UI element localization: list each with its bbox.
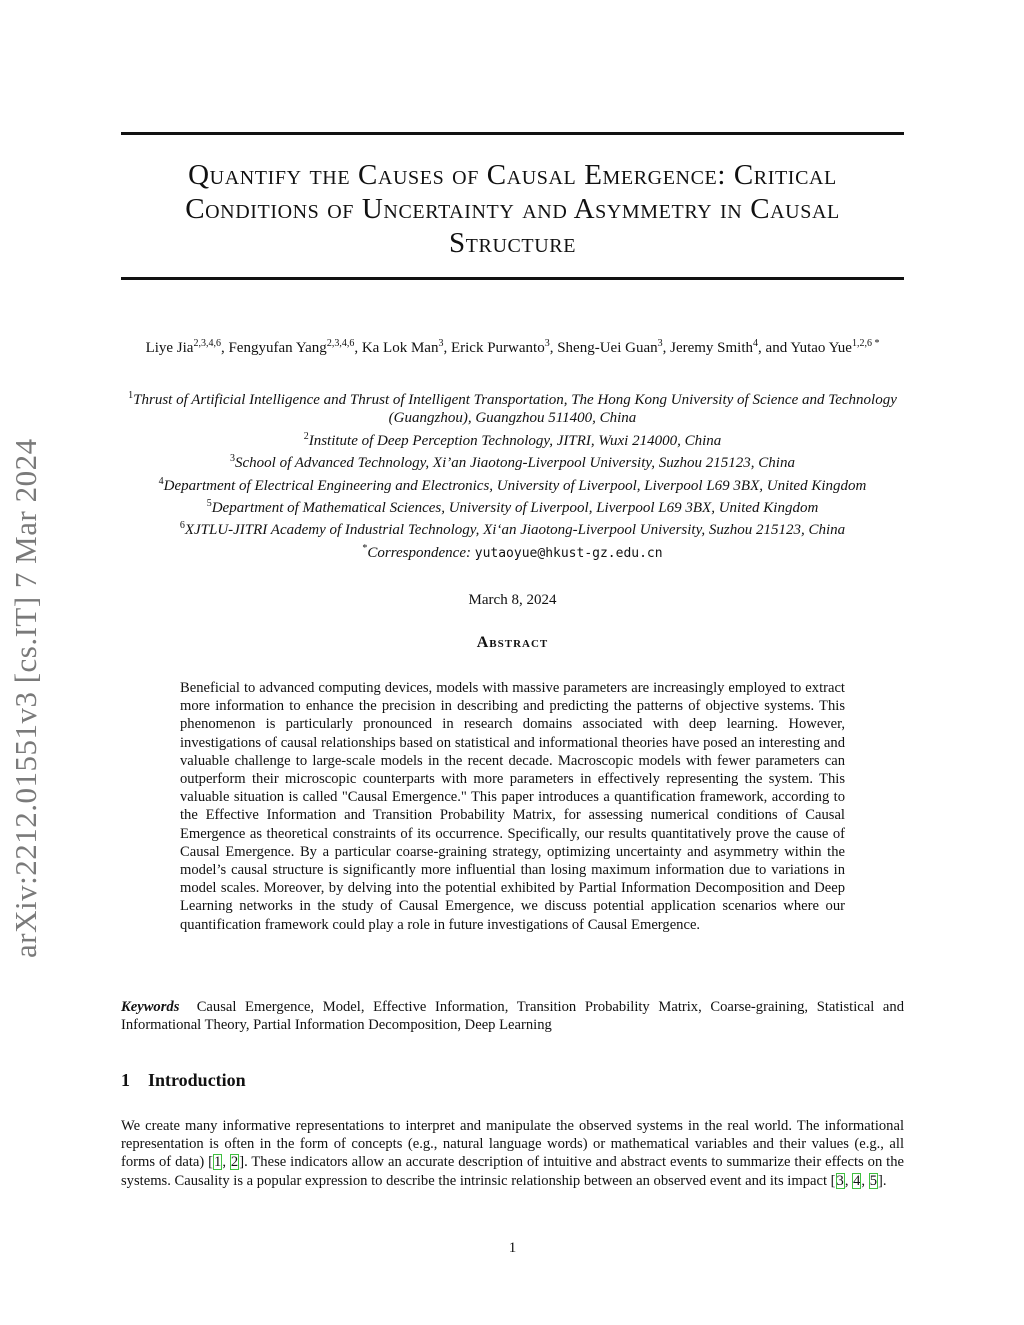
affiliation-number: 5 xyxy=(206,498,212,510)
correspondence-label: Correspondence: xyxy=(367,544,471,561)
citation-link[interactable]: 4 xyxy=(853,1172,861,1189)
keywords xyxy=(121,998,904,1034)
affiliation-list xyxy=(121,387,904,563)
title-line-3: Structure xyxy=(448,227,577,259)
section-heading-introduction xyxy=(121,1070,246,1091)
author: Ka Lok Man xyxy=(361,340,439,356)
author: Fengyufan Yang xyxy=(228,340,327,356)
keywords-label: Keywords xyxy=(121,999,180,1015)
keywords-text: Causal Emergence, Model, Effective Information, Transition Probability Matrix, Coarse-graining, Statistical and Informational Theory, Partial Information Decomposition, Deep Learning xyxy=(121,999,904,1034)
author: Liye Jia xyxy=(145,340,194,356)
title-line-2: Conditions of Uncertainty and Asymmetry in Causal xyxy=(185,193,840,225)
title-rule-bottom xyxy=(121,277,904,280)
affiliation xyxy=(121,450,904,472)
correspondence-mark: * xyxy=(362,542,368,554)
citation-link[interactable]: 2 xyxy=(230,1154,239,1171)
intro-text-2: ]. These indicators allow an accurate description of intuitive and abstract events to summarize their effects on the systems. Causality is a popular expression to describe the intrinsic relationship between an observed event and its impact [ xyxy=(121,1154,905,1189)
affiliation-text: Thrust of Artificial Intelligence and Thrust of Intelligent Transportation, The Hong Kong University of Science and Technology (Guangzhou), Guangzhou 511400, China xyxy=(133,392,897,427)
author: Sheng-Uei Guan xyxy=(557,340,658,356)
author-affil: 2,3,4,6 xyxy=(193,338,221,349)
citation-separator: , xyxy=(222,1154,230,1171)
affiliation-text: Department of Mathematical Sciences, University of Liverpool, Liverpool L69 3BX, United Kingdom xyxy=(211,500,819,517)
correspondence xyxy=(121,540,904,563)
author: Yutao Yue xyxy=(790,340,852,356)
intro-text-3: ]. xyxy=(878,1172,887,1189)
page-number: 1 xyxy=(508,1240,517,1256)
affiliation xyxy=(121,473,904,495)
arxiv-identifier: arXiv:2212.01551v3 [cs.IT] 7 Mar 2024 xyxy=(8,438,43,958)
affiliation-text: XJTLU-JITRI Academy of Industrial Technology, Xi‘an Jiaotong-Liverpool University, Suzhou 215123, China xyxy=(184,522,846,539)
title-line-1: Quantify the Causes of Causal Emergence: Critical xyxy=(188,159,837,191)
affiliation xyxy=(121,428,904,450)
abstract-text: Beneficial to advanced computing devices, models with massive parameters are increasingly employed to extract more information to enhance the precision in describing and predicting the patterns of objective systems. This phenomenon is particularly pronounced in research domains associated with deep learning. However, investigations of causal relationships based on statistical and informational theories have posed an interesting and valuable challenge to large-scale models in the recent decade. Macroscopic models with fewer parameters can outperform their microscopic counterparts with more parameters in effectively representing the system. This valuable situation is called "Causal Emergence." This paper introduces a quantification framework, according to the Effective Information and Transition Probability Matrix, for assessing numerical conditions of Causal Emergence as theoretical constraints of its occurrence. Specifically, our results quantitatively prove the cause of Causal Emergence. By a particular coarse-graining strategy, optimizing uncertainty and asymmetry within the model’s causal structure is significantly more influential than losing maximum information due to variations in model scales. Moreover, by delving into the potential exhibited by Partial Information Decomposition and Deep Learning networks in the study of Causal Emergence, we discuss potential application scenarios where our quantification framework could play a role in future investigations of Causal Emergence. xyxy=(180,680,845,933)
citation-link[interactable]: 5 xyxy=(869,1172,877,1189)
affiliation-text: Department of Electrical Engineering and Electronics, University of Liverpool, Liverpool L69 3BX, United Kingdom xyxy=(163,477,867,494)
author-affil: 2,3,4,6 xyxy=(326,338,355,349)
author-affil: 3 xyxy=(438,338,444,349)
author-affil: 1,2,6 * xyxy=(851,338,880,349)
affiliation-number: 4 xyxy=(158,475,164,487)
author: Erick Purwanto xyxy=(450,340,545,356)
citation-link[interactable]: 3 xyxy=(836,1172,844,1189)
section-number: 1 xyxy=(121,1070,130,1090)
section-title: Introduction xyxy=(148,1070,246,1090)
affiliation-number: 3 xyxy=(230,453,236,465)
correspondence-email[interactable]: yutaoyue@hkust-gz.edu.cn xyxy=(474,545,663,561)
title-rule-top xyxy=(121,132,904,135)
arxiv-sidebar xyxy=(0,368,60,958)
paper-title xyxy=(121,158,904,260)
affiliation xyxy=(121,387,904,428)
author: Jeremy Smith xyxy=(670,340,754,356)
affiliation-number: 6 xyxy=(179,520,185,532)
affiliation-text: Institute of Deep Perception Technology, JITRI, Wuxi 214000, China xyxy=(308,432,722,449)
abstract-heading: Abstract xyxy=(476,634,549,651)
paper-date: March 8, 2024 xyxy=(468,592,557,608)
affiliation-text: School of Advanced Technology, Xi’an Jiaotong-Liverpool University, Suzhou 215123, China xyxy=(235,455,795,472)
intro-text-1: We create many informative representations to interpret and manipulate the observed systems in the real world. The informational representation is often in the form of concepts (e.g., natural language words) or mathematical variables and their values (e.g., all forms of data) [ xyxy=(121,1118,904,1171)
author-affil: 4 xyxy=(753,338,759,349)
introduction-paragraph: We create many informative representations to interpret and manipulate the observed systems in the real world. The informational representation is often in the form of concepts (e.g., natural language words) or mathematical variables and their values (e.g., all forms of data) [1, 2]. These indicators allow an accurate description of intuitive and abstract events to summarize their effects on the systems. Causality is a popular expression to describe the intrinsic relationship between an observed event and its impact [3, 4, 5]. xyxy=(121,1118,905,1189)
author-list: Liye Jia$^{2,3,4,6}$, Fengyufan Yang$^{2,3,4,6}$, Ka Lok Man$^3$, Erick Purwanto$^3$, Sheng-Uei Guan$^3$, Jeremy Smith$^4$, and Yutao Yue$^{1,2,6 *}$ xyxy=(145,338,880,356)
affiliation xyxy=(121,495,904,517)
author-conjunction: and xyxy=(765,340,788,356)
author-affil: 3 xyxy=(657,338,663,349)
author-affil: 3 xyxy=(544,338,550,349)
citation-link[interactable]: 1 xyxy=(214,1154,222,1171)
affiliation-number: 2 xyxy=(303,430,309,442)
affiliation xyxy=(121,517,904,539)
affiliation-number: 1 xyxy=(128,390,134,401)
